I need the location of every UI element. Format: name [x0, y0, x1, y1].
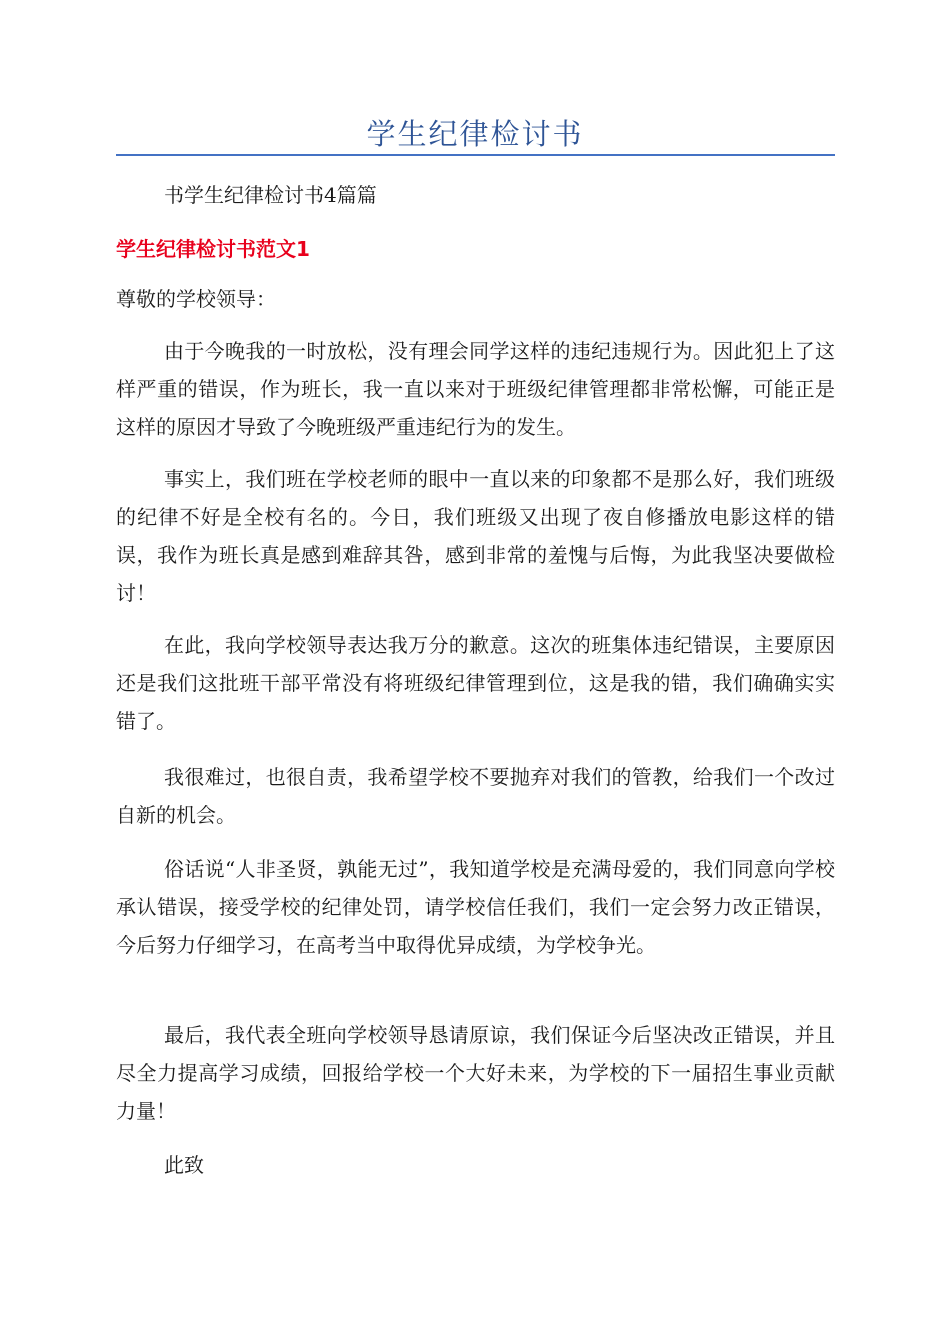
body-paragraph: 在此，我向学校领导表达我万分的歉意。这次的班集体违纪错误，主要原因还是我们这批班干部平常没有将班级纪律管理到位，这是我的错，我们确确实实错了。 — [116, 633, 835, 733]
body-paragraph: 我很难过，也很自责，我希望学校不要抛弃对我们的管教，给我们一个改过自新的机会。 — [116, 765, 835, 827]
title-underline-rule — [116, 154, 835, 156]
body-paragraph: 最后，我代表全班向学校领导恳请原谅，我们保证今后坚决改正错误，并且尽全力提高学习成绩，回报给学校一个大好未来，为学校的下一届招生事业贡献力量！ — [116, 1023, 835, 1123]
body-paragraph: 俗话说“人非圣贤，孰能无过”，我知道学校是充满母爱的，我们同意向学校承认错误，接受学校的纪律处罚，请学校信任我们，我们一定会努力改正错误，今后努力仔细学习，在高考当中取得优异成绩，为学校争光。 — [116, 857, 835, 957]
salutation: 尊敬的学校领导： — [116, 287, 276, 311]
closing-line: 此致 — [164, 1153, 204, 1177]
body-paragraph: 事实上，我们班在学校老师的眼中一直以来的印象都不是那么好，我们班级的纪律不好是全校有名的。今日，我们班级又出现了夜自修播放电影这样的错误，我作为班长真是感到难辞其咎，感到非常的羞愧与后悔，为此我坚决要做检讨！ — [116, 467, 835, 605]
section-heading: 学生纪律检讨书范文1 — [116, 237, 310, 261]
body-paragraph: 由于今晚我的一时放松，没有理会同学这样的违纪违规行为。因此犯上了这样严重的错误，作为班长，我一直以来对于班级纪律管理都非常松懈，可能正是这样的原因才导致了今晚班级严重违纪行为的发生。 — [116, 339, 835, 439]
document-title: 学生纪律检讨书 — [366, 117, 584, 151]
document-subtitle: 书学生纪律检讨书4篇篇 — [164, 183, 377, 207]
